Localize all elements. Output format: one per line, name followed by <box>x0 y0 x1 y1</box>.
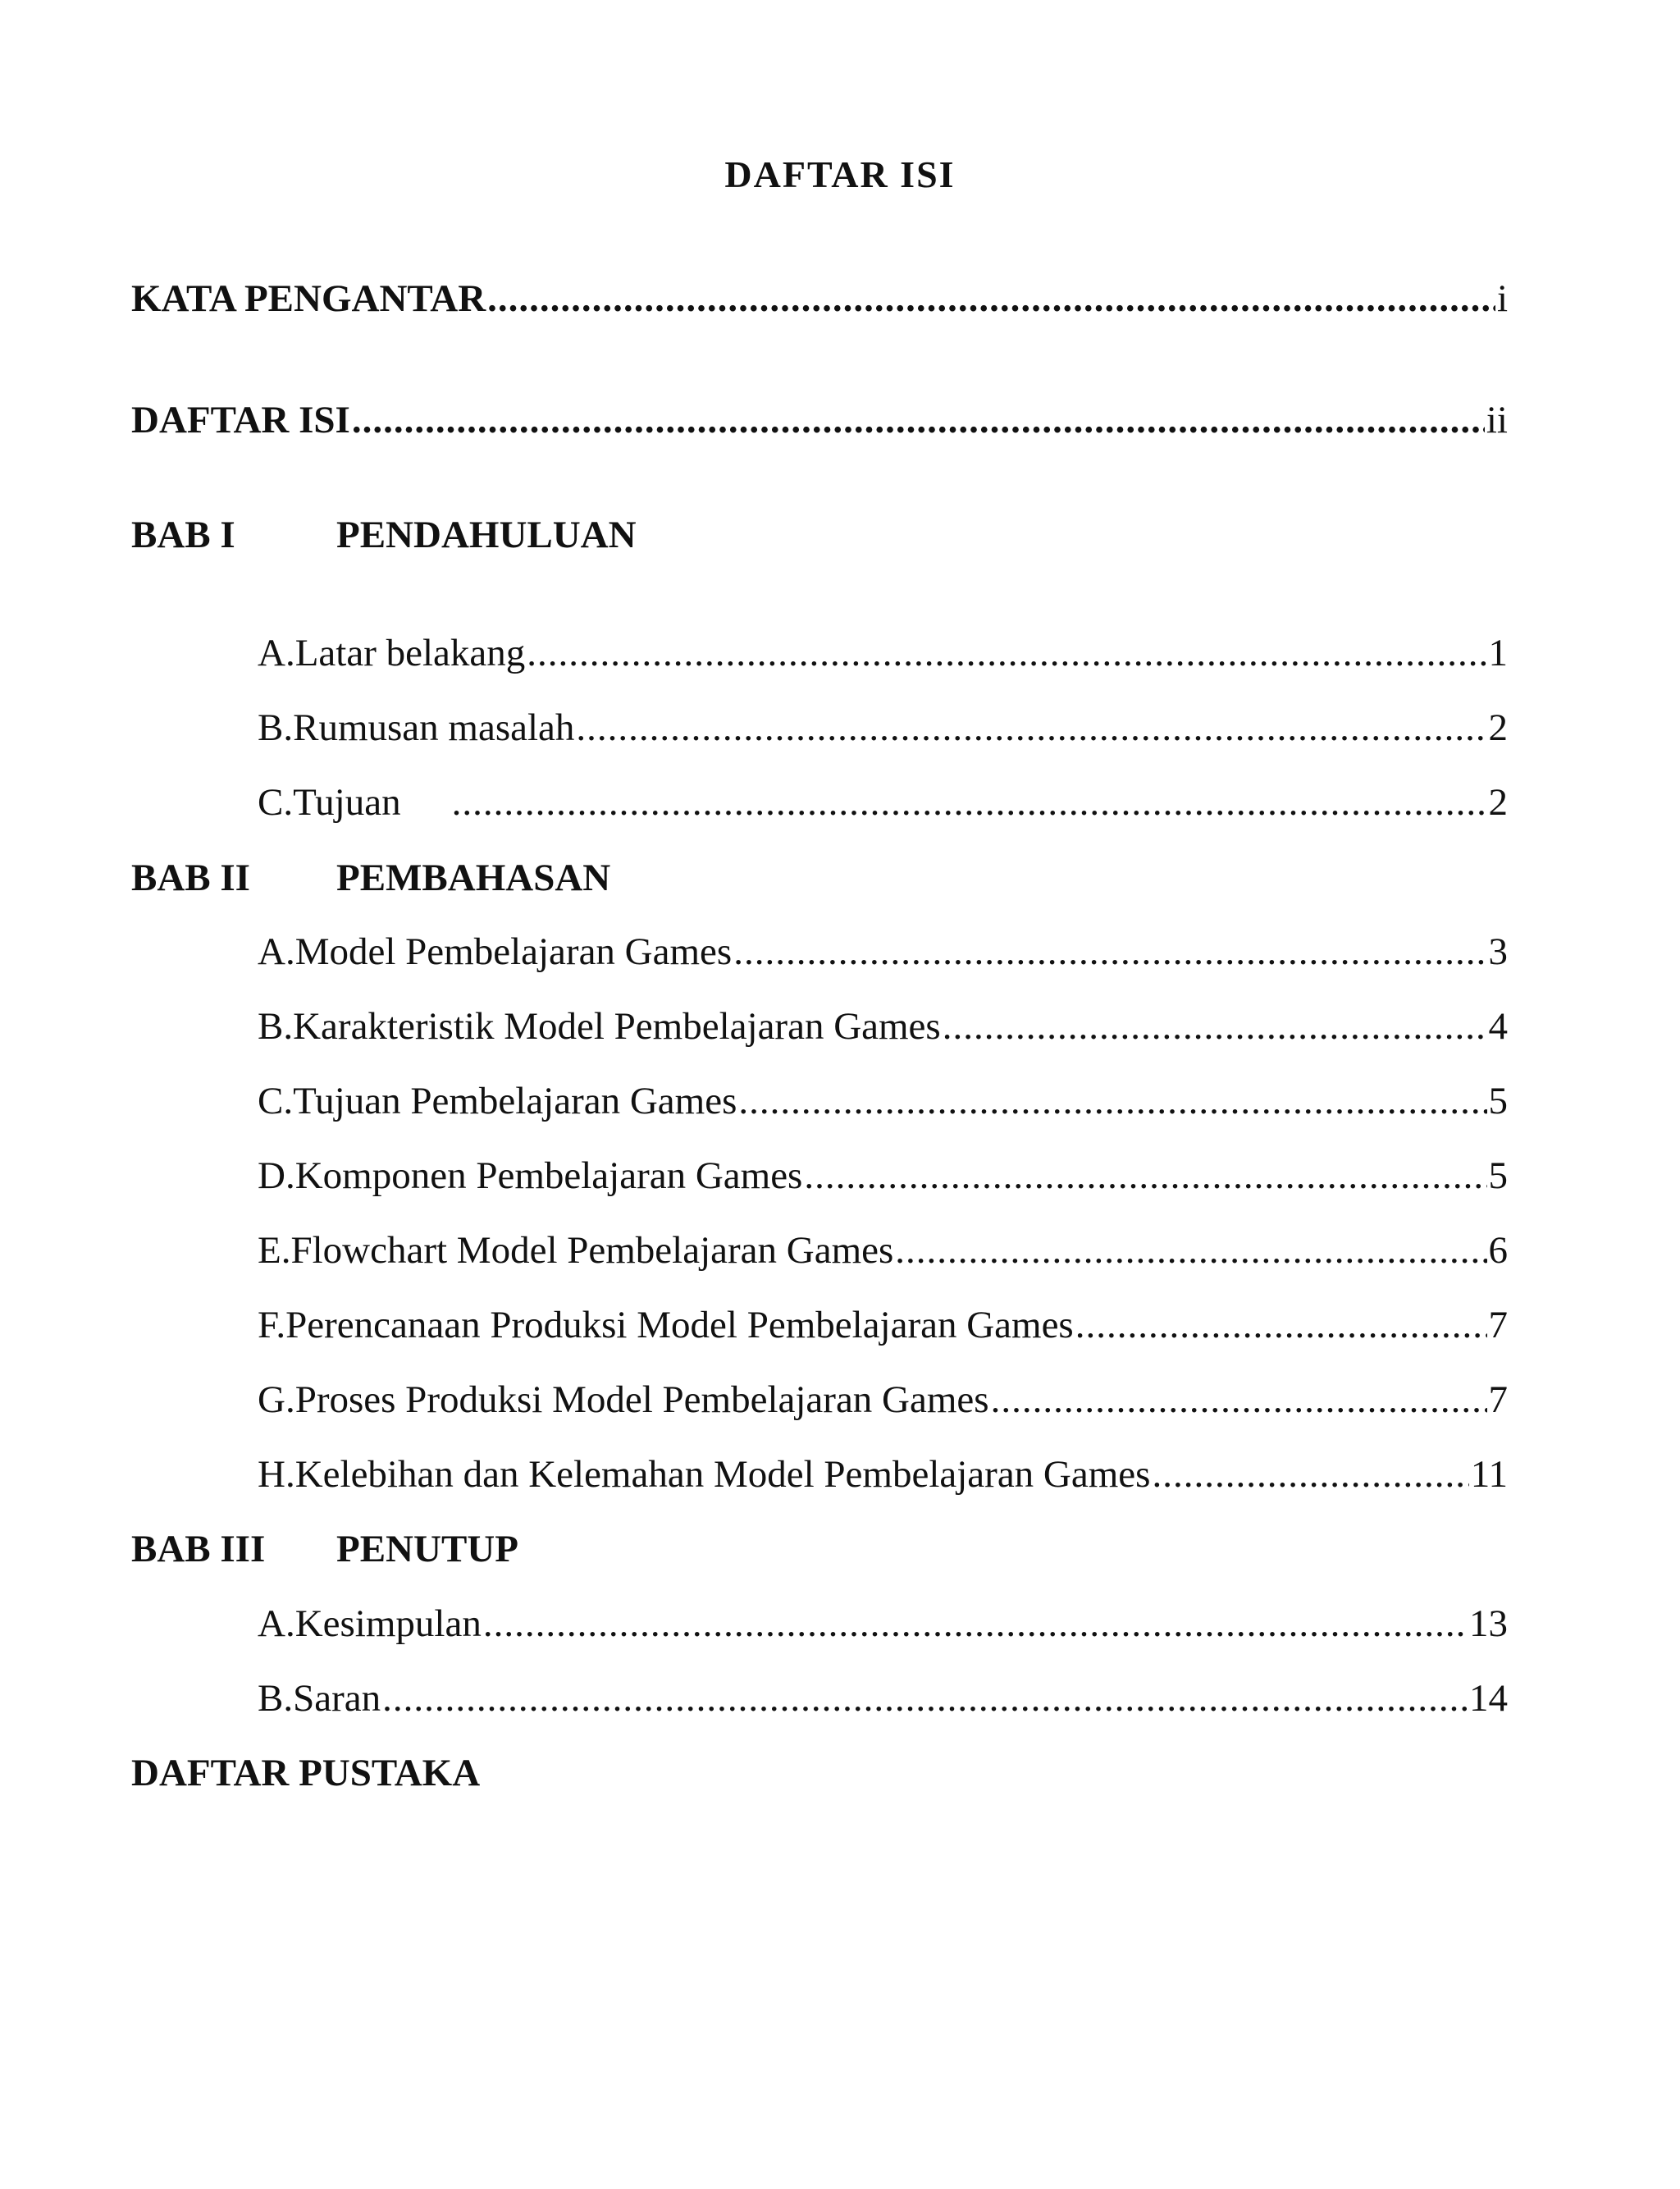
toc-page-number: 3 <box>1488 930 1508 973</box>
chapter-heading-bab-1 <box>131 510 1508 560</box>
toc-page-number: 5 <box>1488 1080 1508 1122</box>
toc-entry-letter: B. <box>258 1005 294 1048</box>
toc-entry <box>131 1450 1508 1499</box>
toc-entry-letter: G. <box>258 1378 295 1421</box>
toc-page-number: 13 <box>1469 1602 1508 1645</box>
chapter-number: BAB III <box>131 1528 266 1570</box>
toc-entry-letter: A. <box>258 930 295 973</box>
toc-entry <box>131 703 1508 752</box>
toc-entry-label: KATA PENGANTAR <box>131 277 486 320</box>
toc-entry-label: Komponen Pembelajaran Games <box>294 1154 803 1197</box>
dot-leader <box>527 628 1486 678</box>
toc-entry-letter: F. <box>258 1304 286 1346</box>
toc-entry-daftar-isi <box>131 395 1508 445</box>
toc-entry-kata-pengantar <box>131 274 1508 323</box>
dot-leader <box>483 1599 1468 1648</box>
toc-page-number: 2 <box>1488 706 1508 749</box>
toc-entry <box>131 1674 1508 1723</box>
toc-entry-label: Saran <box>293 1677 381 1720</box>
dot-leader <box>382 1674 1468 1723</box>
dot-leader <box>733 927 1486 976</box>
toc-entry-letter: E. <box>258 1229 291 1272</box>
toc-page-number: 14 <box>1469 1677 1508 1720</box>
toc-entry-letter: H. <box>258 1453 295 1496</box>
dot-leader <box>576 703 1486 752</box>
toc-page-number: 6 <box>1488 1229 1508 1272</box>
toc-page-number: 11 <box>1470 1453 1508 1496</box>
toc-page-number: ii <box>1486 399 1508 441</box>
toc-entry-label: Perencanaan Produksi Model Pembelajaran Games <box>285 1304 1074 1346</box>
toc-entry <box>131 1002 1508 1051</box>
toc-entry-label: Model Pembelajaran Games <box>294 930 733 973</box>
toc-entry-letter: B. <box>258 1677 294 1720</box>
toc-entry-daftar-pustaka <box>131 1748 1508 1798</box>
toc-entry-label: Tujuan Pembelajaran Games <box>293 1080 737 1122</box>
toc-entry-label: DAFTAR PUSTAKA <box>131 1752 481 1794</box>
toc-entry-letter: C. <box>258 1080 294 1122</box>
chapter-number: BAB II <box>131 857 250 899</box>
toc-entry-label: Latar belakang <box>294 632 526 674</box>
toc-entry <box>131 1599 1508 1648</box>
toc-entry-label: Flowchart Model Pembelajaran Games <box>290 1229 894 1272</box>
toc-entry-label: Tujuan <box>293 781 401 824</box>
chapter-number: BAB I <box>131 514 235 556</box>
toc-entry-letter: D. <box>258 1154 295 1197</box>
toc-entry-label: DAFTAR ISI <box>131 399 350 441</box>
toc-entry-letter: B. <box>258 706 294 749</box>
dot-leader <box>804 1151 1486 1200</box>
dot-leader <box>895 1226 1486 1275</box>
dot-leader <box>1075 1300 1487 1350</box>
dot-leader <box>352 395 1485 445</box>
toc-entry <box>131 628 1508 678</box>
toc-entry-label: Kesimpulan <box>294 1602 482 1645</box>
toc-entry-letter: A. <box>258 632 295 674</box>
toc-page-number: 5 <box>1488 1154 1508 1197</box>
toc-page-number: 7 <box>1488 1378 1508 1421</box>
chapter-title: PENDAHULUAN <box>336 514 637 556</box>
chapter-title: PENUTUP <box>336 1528 518 1570</box>
page-title: DAFTAR ISI <box>724 153 956 195</box>
toc-entry <box>131 1076 1508 1126</box>
chapter-title: PEMBAHASAN <box>336 857 611 899</box>
toc-entry-label: Proses Produksi Model Pembelajaran Games <box>294 1378 989 1421</box>
dot-leader <box>943 1002 1487 1051</box>
dot-leader <box>452 778 1487 827</box>
dot-leader <box>738 1076 1486 1126</box>
toc-entry <box>131 778 1508 827</box>
toc-page-number: i <box>1496 277 1508 320</box>
toc-entry-label: Rumusan masalah <box>293 706 575 749</box>
toc-entry-letter: C. <box>258 781 294 824</box>
toc-entry <box>131 927 1508 976</box>
toc-entry <box>131 1226 1508 1275</box>
dot-leader <box>1152 1450 1468 1499</box>
dot-leader <box>487 274 1495 323</box>
toc-entry-label: Karakteristik Model Pembelajaran Games <box>293 1005 941 1048</box>
toc-entry-label: Kelebihan dan Kelemahan Model Pembelajaran Games <box>294 1453 1151 1496</box>
chapter-heading-bab-3 <box>131 1524 1508 1574</box>
toc-entry-letter: A. <box>258 1602 295 1645</box>
toc-entry <box>131 1375 1508 1424</box>
toc-page-number: 7 <box>1488 1304 1508 1346</box>
dot-leader <box>991 1375 1487 1424</box>
toc-entry <box>131 1151 1508 1200</box>
toc-page-number: 1 <box>1488 632 1508 674</box>
toc-page-number: 4 <box>1488 1005 1508 1048</box>
toc-page-number: 2 <box>1488 781 1508 824</box>
chapter-heading-bab-2 <box>131 853 1508 903</box>
toc-entry <box>131 1300 1508 1350</box>
